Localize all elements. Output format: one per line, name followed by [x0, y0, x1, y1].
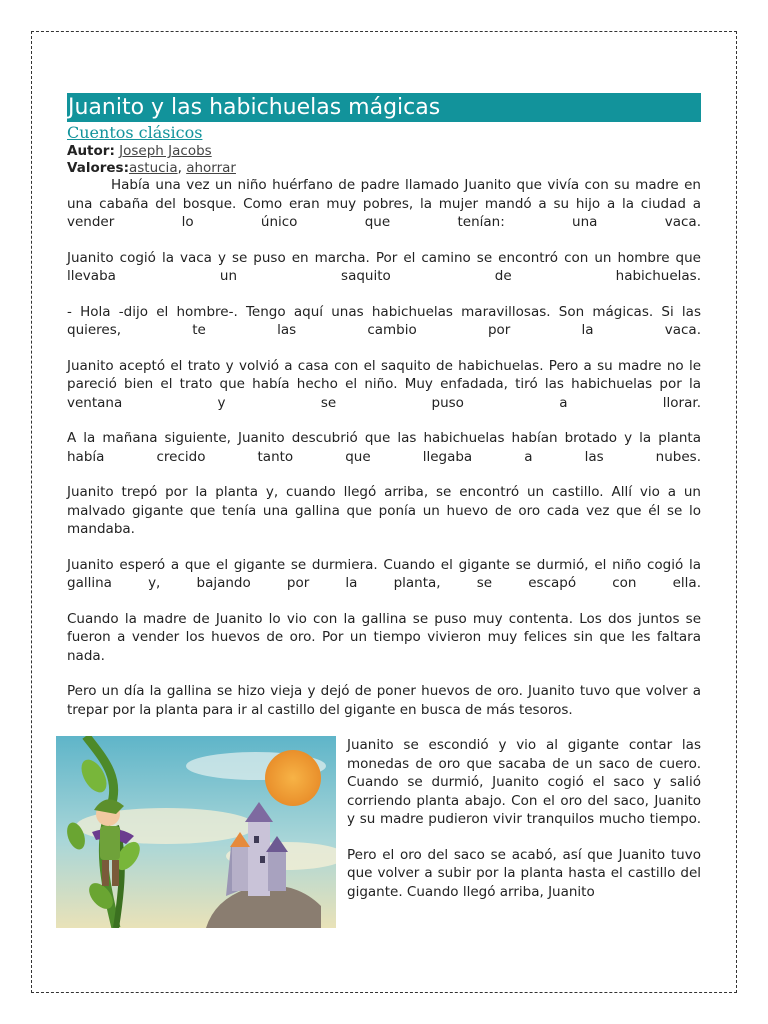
- paragraph-3: - Hola -dijo el hombre-. Tengo aquí unas habichuelas maravillosas. Son mágicas. Si las quieres, te las cambio por la vaca.: [67, 303, 701, 338]
- paragraph-8: Cuando la madre de Juanito lo vio con la gallina se puso muy contenta. Los dos juntos se fueron a vender los huevos de oro. Por un tiempo vivieron muy felices sin que les faltara nada.: [67, 610, 701, 664]
- value-link-astucia[interactable]: astucia: [128, 159, 178, 176]
- paragraph-2: Juanito cogió la vaca y se puso en marcha. Por el camino se encontró con un hombre que llevaba un saquito de habichuelas.: [67, 249, 701, 284]
- paragraph-5: A la mañana siguiente, Juanito descubrió que las habichuelas habían brotado y la planta había crecido tanto que llegaba a las nubes.: [67, 430, 701, 465]
- story-title: Juanito y las habichuelas mágicas: [67, 93, 701, 122]
- value-link-ahorrar[interactable]: ahorrar: [186, 159, 236, 176]
- paragraph-6: Juanito trepó por la planta y, cuando llegó arriba, se encontró un castillo. Allí vio a un malvado gigante que tenía una gallina que ponía un huevo de oro cada vez que él se lo mandaba.: [67, 484, 701, 537]
- values-line: [67, 160, 701, 177]
- paragraph-7: Juanito esperó a que el gigante se durmiera. Cuando el gigante se durmió, el niño cogió la gallina y, bajando por la planta, se escapó con ella.: [67, 556, 701, 591]
- side-paragraph-1: Juanito se escondió y vio al gigante contar las monedas de oro que sacaba de un saco de cuero. Cuando se durmió, Juanito cogió el saco y salió corriendo planta abajo. Con el oro del saco, Juanito y su madre pudieron vivir tranquilos mucho tiempo.: [347, 737, 701, 827]
- author-label: Autor:: [67, 143, 115, 159]
- side-paragraph-2: Pero el oro del saco se acabó, así que Juanito tuvo que volver a subir por la planta hasta el castillo del gigante. Cuando llegó arriba, Juanito: [347, 846, 701, 900]
- author-link[interactable]: Joseph Jacobs: [119, 143, 212, 159]
- category-link[interactable]: Cuentos clásicos: [67, 123, 203, 142]
- paragraph-4: Juanito aceptó el trato y volvió a casa con el saquito de habichuelas. Pero a su madre no le pareció bien el trato que había hecho el niño. Muy enfadada, tiró las habichuelas por la ventana y se puso a llorar.: [67, 357, 701, 411]
- values-separator: ,: [177, 159, 187, 176]
- values-label: Valores:: [67, 159, 129, 176]
- side-text-column: [347, 736, 701, 918]
- story-illustration: [56, 736, 336, 928]
- paragraph-1: Había una vez un niño huérfano de padre llamado Juanito que vivía con su madre en una cabaña del bosque. Como eran muy pobres, la mujer mandó a su hijo a la ciudad a vender lo único que tenían: una vaca.: [67, 177, 701, 230]
- document-content: [67, 93, 701, 900]
- author-line: [67, 143, 701, 160]
- paragraph-9: Pero un día la gallina se hizo vieja y dejó de poner huevos de oro. Juanito tuvo que volver a trepar por la planta para ir al castillo del gigante en busca de más tesoros.: [67, 683, 701, 718]
